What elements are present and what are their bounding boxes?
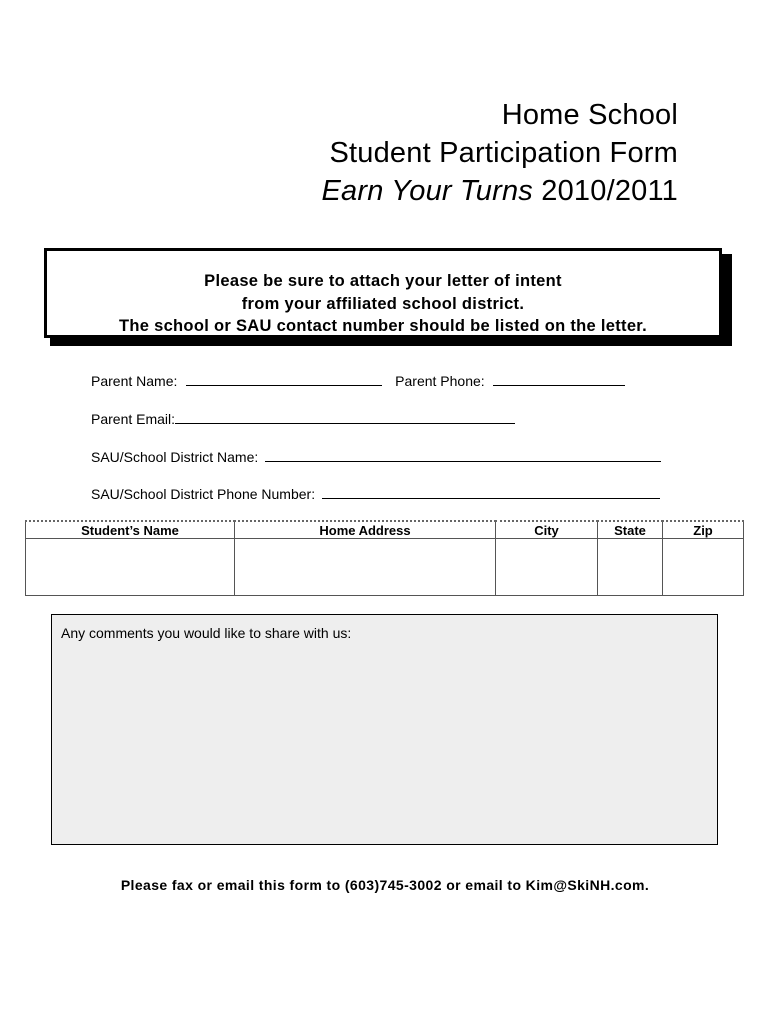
student-name-cell[interactable]: [26, 539, 235, 596]
state-cell[interactable]: [598, 539, 663, 596]
title-program-name: Earn Your Turns: [321, 175, 533, 207]
comments-box[interactable]: [51, 614, 718, 845]
title-line-2: Student Participation Form: [329, 137, 678, 169]
parent-name-field[interactable]: [186, 372, 382, 386]
notice-line-3: The school or SAU contact number should be listed on the letter.: [118, 317, 647, 335]
header-state: State: [598, 521, 663, 539]
city-cell[interactable]: [496, 539, 598, 596]
district-name-row: [91, 448, 661, 466]
students-table: [25, 520, 744, 596]
parent-phone-field[interactable]: [493, 372, 625, 386]
header-home-address: Home Address: [235, 521, 496, 539]
notice-line-1: Please be sure to attach your letter of intent: [204, 272, 562, 290]
zip-cell[interactable]: [663, 539, 744, 596]
table-header-row: [26, 521, 744, 539]
title-line-1: Home School: [501, 99, 678, 131]
form-title: [322, 96, 678, 210]
comments-label: Any comments you would like to share with us:: [61, 625, 352, 641]
title-year: 2010/2011: [541, 175, 678, 207]
parent-phone-label: Parent Phone:: [395, 373, 485, 389]
table-row: [26, 539, 744, 596]
district-name-label: SAU/School District Name:: [91, 449, 259, 465]
parent-email-row: [91, 410, 515, 428]
notice-box: [44, 248, 722, 338]
header-city: City: [496, 521, 598, 539]
district-name-field[interactable]: [265, 448, 661, 462]
parent-row: [91, 372, 625, 390]
parent-email-field[interactable]: [175, 410, 515, 424]
parent-name-label: Parent Name:: [91, 373, 178, 389]
footer-instructions: Please fax or email this form to (603)745-3002 or email to Kim@SkiNH.com.: [120, 877, 650, 893]
district-phone-row: [91, 485, 660, 503]
notice-line-2: from your affiliated school district.: [241, 294, 525, 313]
header-zip: Zip: [663, 521, 744, 539]
title-line-3: [322, 172, 678, 210]
parent-email-label: Parent Email:: [91, 411, 176, 427]
district-phone-label: SAU/School District Phone Number:: [91, 486, 316, 502]
home-address-cell[interactable]: [235, 539, 496, 596]
district-phone-field[interactable]: [322, 485, 660, 499]
header-student-name: Student’s Name: [26, 521, 235, 539]
